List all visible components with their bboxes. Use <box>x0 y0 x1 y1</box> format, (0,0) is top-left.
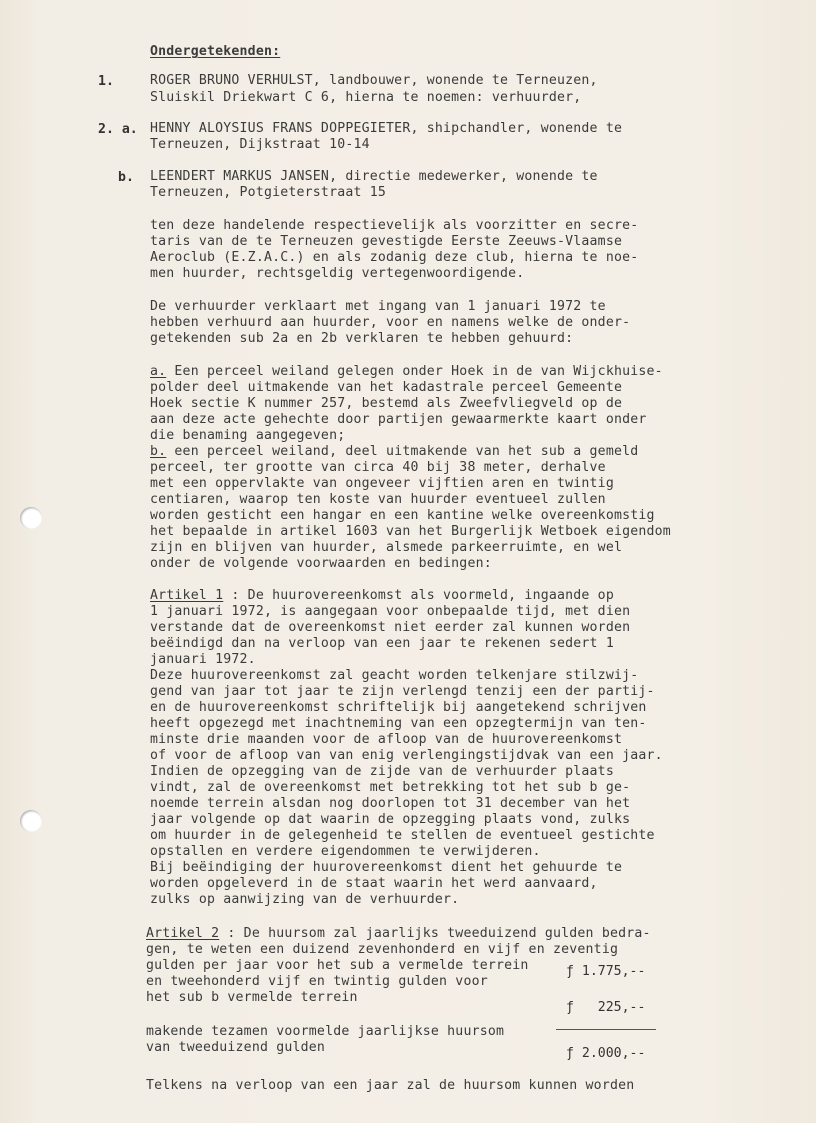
body-line: en de huurovereenkomst schriftelijk bij aangetekend schrijven <box>150 700 647 715</box>
heading: Ondergetekenden: <box>150 44 281 59</box>
item-label-b: b. <box>150 444 167 459</box>
party-line: HENNY ALOYSIUS FRANS DOPPEGIETER, shipchandler, wonende te <box>150 121 623 136</box>
article-text: : De huurovereenkomst als voormeld, ingaande op <box>223 588 614 603</box>
body-line: van tweeduizend gulden <box>146 1040 326 1055</box>
body-line: zulks op aanwijzing van de verhuurder. <box>150 892 460 907</box>
body-line: worden opgeleverd in de staat waarin het werd aanvaard, <box>150 876 598 891</box>
body-line: vindt, zal de overeenkomst met betrekking tot het sub b ge- <box>150 780 631 795</box>
article-text: : De huursom zal jaarlijks tweeduizend gulden bedra- <box>219 926 651 941</box>
item-label-a: a. <box>150 364 167 379</box>
sum-rule <box>556 1029 656 1030</box>
article-label: Artikel 1 <box>150 588 224 603</box>
body-line: taris van de te Terneuzen gevestigde Eerste Zeeuws-Vlaamse <box>150 234 623 249</box>
body-line: gend van jaar tot jaar te zijn verlengd tenzij een der partij- <box>150 684 655 699</box>
body-line: makende tezamen voormelde jaarlijkse huursom <box>146 1024 505 1039</box>
body-line: ten deze handelende respectievelijk als voorzitter en secre- <box>150 218 639 233</box>
body-line: getekenden sub 2a en 2b verklaren te hebben gehuurd: <box>150 331 574 346</box>
body-line: De verhuurder verklaart met ingang van 1 januari 1972 te <box>150 299 606 314</box>
body-line: om huurder in de gelegenheid te stellen de eventueel gestichte <box>150 828 655 843</box>
body-line: of voor de afloop van van enig verlengingstijdvak van een jaar. <box>150 748 663 763</box>
punch-hole <box>20 810 42 832</box>
body-line: zijn en blijven van huurder, alsmede parkeerruimte, en wel <box>150 540 623 555</box>
item-text: een perceel weiland, deel uitmakende van het sub a gemeld <box>166 444 639 459</box>
body-line <box>150 444 638 460</box>
amount-total: ƒ 2.000,-- <box>566 1046 646 1061</box>
party-number: 1. <box>98 74 114 89</box>
party-line: Sluiskil Driekwart C 6, hierna te noemen: verhuurder, <box>150 90 582 105</box>
body-line: en tweehonderd vijf en twintig gulden voor <box>146 974 488 989</box>
party-number: 2. a. <box>98 122 138 137</box>
party-line: Terneuzen, Dijkstraat 10-14 <box>150 137 370 152</box>
body-line: die benaming aangegeven; <box>150 428 346 443</box>
body-line: 1 januari 1972, is aangegaan voor onbepaalde tijd, met dien <box>150 604 631 619</box>
body-line: Hoek sectie K nummer 257, bestemd als Zweefvliegveld op de <box>150 396 623 411</box>
body-line: het bepaalde in artikel 1603 van het Burgerlijk Wetboek eigendom <box>150 524 671 539</box>
body-line: gulden per jaar voor het sub a vermelde terrein <box>146 958 529 973</box>
body-line: Telkens na verloop van een jaar zal de huursom kunnen worden <box>146 1078 635 1093</box>
body-line: perceel, ter grootte van circa 40 bij 38 meter, derhalve <box>150 460 606 475</box>
body-line: Bij beëindiging der huurovereenkomst dient het gehuurde te <box>150 860 623 875</box>
body-line: verstande dat de overeenkomst niet eerder zal kunnen worden <box>150 620 631 635</box>
body-line: worden gesticht een hangar en een kantine welke overeenkomstig <box>150 508 655 523</box>
body-line: het sub b vermelde terrein <box>146 990 358 1005</box>
body-line: noemde terrein alsdan nog doorlopen tot 31 december van het <box>150 796 631 811</box>
body-line: beëindigd dan na verloop van een jaar te rekenen sedert 1 <box>150 636 614 651</box>
body-line: onder de volgende voorwaarden en bedingen: <box>150 556 492 571</box>
article-2-heading <box>146 926 651 942</box>
article-1-heading <box>150 588 614 604</box>
body-line <box>150 364 663 380</box>
article-label: Artikel 2 <box>146 926 220 941</box>
body-line: hebben verhuurd aan huurder, voor en namens welke de onder- <box>150 315 631 330</box>
amount-a: ƒ 1.775,-- <box>566 964 646 979</box>
party-line: Terneuzen, Potgieterstraat 15 <box>150 185 387 200</box>
item-text: Een perceel weiland gelegen onder Hoek in de van Wijckhuise- <box>166 364 663 379</box>
party-line: ROGER BRUNO VERHULST, landbouwer, wonende te Terneuzen, <box>150 73 598 88</box>
body-line: centiaren, waarop ten koste van huurder eventueel zullen <box>150 492 606 507</box>
body-line: Aeroclub (E.Z.A.C.) en als zodanig deze club, hierna te noe- <box>150 250 639 265</box>
body-line: januari 1972. <box>150 652 256 667</box>
body-line: met een oppervlakte van ongeveer vijftien aren en twintig <box>150 476 614 491</box>
punch-hole <box>20 507 42 529</box>
body-line: jaar volgende op dat waarin de opzegging plaats vond, zulks <box>150 812 631 827</box>
body-line: Indien de opzegging van de zijde van de verhuurder plaats <box>150 764 614 779</box>
body-line: polder deel uitmakende van het kadastrale perceel Gemeente <box>150 380 623 395</box>
amount-b: ƒ 225,-- <box>566 1000 646 1015</box>
body-line: aan deze acte gehechte door partijen gewaarmerkte kaart onder <box>150 412 647 427</box>
body-line: men huurder, rechtsgeldig vertegenwoordigende. <box>150 266 525 281</box>
body-line: gen, te weten een duizend zevenhonderd en vijf en zeventig <box>146 942 619 957</box>
body-line: heeft opgezegd met inachtneming van een opzegtermijn van ten- <box>150 716 647 731</box>
party-line: LEENDERT MARKUS JANSEN, directie medewerker, wonende te <box>150 169 598 184</box>
body-line: Deze huurovereenkomst zal geacht worden telkenjare stilzwij- <box>150 668 639 683</box>
party-number: b. <box>118 170 134 185</box>
body-line: opstallen en verdere eigendommen te verwijderen. <box>150 844 541 859</box>
body-line: minste drie maanden voor de afloop van de huurovereenkomst <box>150 732 623 747</box>
